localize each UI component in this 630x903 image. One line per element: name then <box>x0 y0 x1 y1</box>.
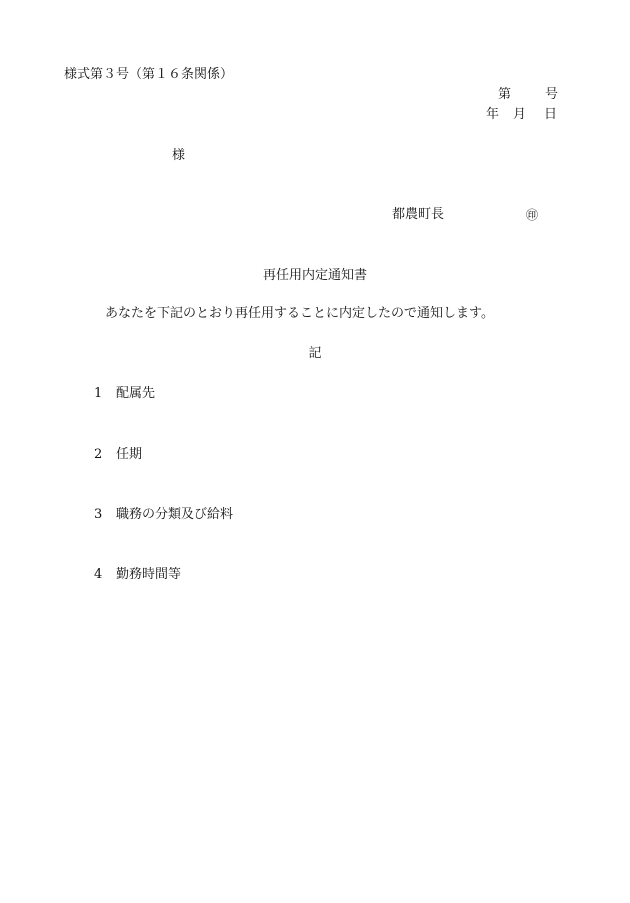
date-year: 年 <box>486 107 500 122</box>
item-number: 3 <box>94 507 103 522</box>
issuer-title: 都農町長 <box>392 207 445 222</box>
reference-gou: 号 <box>545 87 559 102</box>
item-term <box>94 448 142 461</box>
date-month: 月 <box>513 107 527 122</box>
item-working-hours <box>94 568 181 581</box>
item-label: 職務の分類及び給料 <box>116 507 234 522</box>
form-label: 様式第３号（第１６条関係） <box>64 67 234 82</box>
item-label: 配属先 <box>116 386 156 401</box>
item-label: 任期 <box>116 447 143 462</box>
document-title: 再任用内定通知書 <box>262 268 367 283</box>
seal-mark: ㊞ <box>526 208 539 222</box>
item-job-classification <box>94 508 233 521</box>
addressee-honorific: 様 <box>172 148 186 163</box>
item-number: 2 <box>94 447 103 462</box>
issue-date <box>486 108 557 121</box>
date-day: 日 <box>544 107 558 122</box>
ki-heading: 記 <box>308 346 322 361</box>
item-label: 勤務時間等 <box>116 567 182 582</box>
reference-dai: 第 <box>498 87 512 102</box>
item-number: 4 <box>94 567 103 582</box>
reference-number <box>498 88 558 101</box>
body-text: あなたを下記のとおり再任用することに内定したので通知します。 <box>105 306 494 321</box>
item-number: 1 <box>94 386 103 401</box>
item-assignment <box>94 387 155 400</box>
